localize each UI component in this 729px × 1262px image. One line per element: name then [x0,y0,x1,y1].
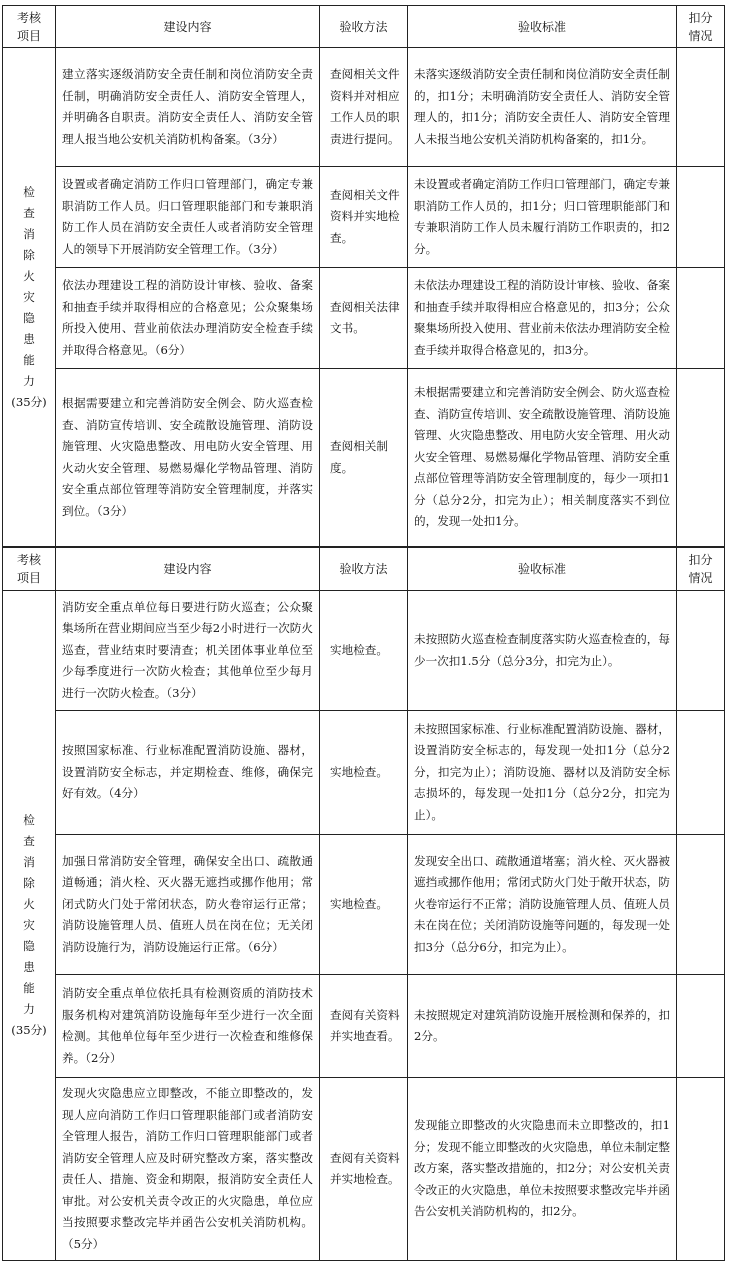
assessment-table-2 [2,547,725,1261]
content-cell: 根据需要建立和完善消防安全例会、防火巡查检查、消防宣传培训、安全疏散设施管理、消防设施管理、火灾隐患整改、用电防火安全管理、用火动火安全管理、易燃易爆化学物品管理、消防安全重点部位管理等消防安全管理制度，并落实到位。（3分） [56,369,320,547]
category-cell [3,48,56,547]
deduction-cell [677,48,725,167]
deduction-cell [677,591,725,711]
header-method: 验收方法 [320,548,408,591]
content-cell: 设置或者确定消防工作归口管理部门，确定专兼职消防工作人员。归口管理职能部门和专兼职消防工作人员在消防安全责任人或者消防安全管理人的领导下开展消防安全管理工作。（3分） [56,167,320,268]
method-cell: 查阅有关资料并实地检查。 [320,1078,408,1261]
header-method: 验收方法 [320,6,408,48]
table-row [3,48,725,167]
table-row [3,369,725,547]
deduction-cell [677,835,725,975]
standard-cell: 未依法办理建设工程的消防设计审核、验收、备案和抽查手续并取得相应合格意见的，扣3分；公众聚集场所投入使用、营业前未依法办理消防安全检查手续并取得合格意见的，扣3分。 [408,268,677,369]
deduction-cell [677,268,725,369]
standard-cell: 未落实逐级消防安全责任制和岗位消防安全责任制的，扣1分；未明确消防安全责任人、消防安全管理人的，扣1分；消防安全责任人、消防安全管理人未报当地公安机关消防机构备案的，扣1分。 [408,48,677,167]
standard-cell: 未按照规定对建筑消防设施开展检测和保养的，扣2分。 [408,975,677,1078]
method-cell: 实地检查。 [320,835,408,975]
method-cell: 查阅有关资料并实地查看。 [320,975,408,1078]
header-content: 建设内容 [56,6,320,48]
deduction-cell [677,167,725,268]
content-cell: 加强日常消防安全管理，确保安全出口、疏散通道畅通；消火栓、灭火器无遮挡或挪作他用；常闭式防火门处于常闭状态，防火卷帘运行正常；消防设施管理人员、值班人员在岗在位；无关闭消防设施行为，消防设施运行正常。（6分） [56,835,320,975]
header-project: 考核项目 [3,548,56,591]
category-score: (35分) [11,394,47,409]
standard-cell: 未按照国家标准、行业标准配置消防设施、器材，设置消防安全标志的，每发现一处扣1分（总分2分，扣完为止）；消防设施、器材以及消防安全标志损坏的，每发现一处扣1分（总分2分，扣完为止）。 [408,711,677,835]
standard-cell: 发现安全出口、疏散通道堵塞；消火栓、灭火器被遮挡或挪作他用；常闭式防火门处于敞开状态，防火卷帘运行不正常；消防设施管理人员、值班人员未在岗在位；关闭消防设施等问题的，每发现一处扣3分（总分6分，扣完为止）。 [408,835,677,975]
table-row [3,975,725,1078]
standard-cell: 发现能立即整改的火灾隐患而未立即整改的，扣1分；发现不能立即整改的火灾隐患，单位未制定整改方案，落实整改措施的，扣2分；对公安机关责令改正的火灾隐患，单位未按照要求整改完毕并函告公安机关消防机构的，扣2分。 [408,1078,677,1261]
content-cell: 消防安全重点单位每日要进行防火巡查；公众聚集场所在营业期间应当至少每2小时进行一次防火巡查，营业结束时要清查；机关团体事业单位至少每季度进行一次防火检查；其他单位至少每月进行一次防火检查。（3分） [56,591,320,711]
header-project: 考核项目 [3,6,56,48]
deduction-cell [677,1078,725,1261]
method-cell: 查阅相关法律文书。 [320,268,408,369]
category-name: 检查消除火灾隐患能力 [23,813,35,1016]
table-row [3,835,725,975]
deduction-cell [677,975,725,1078]
header-deduction: 扣分情况 [677,6,725,48]
method-cell: 实地检查。 [320,711,408,835]
table-row [3,1078,725,1261]
content-cell: 按照国家标准、行业标准配置消防设施、器材，设置消防安全标志，并定期检查、维修，确保完好有效。（4分） [56,711,320,835]
method-cell: 实地检查。 [320,591,408,711]
table-row [3,167,725,268]
assessment-table-1 [2,5,725,547]
header-standard: 验收标准 [408,548,677,591]
table-header-row [3,548,725,591]
content-cell: 依法办理建设工程的消防设计审核、验收、备案和抽查手续并取得相应的合格意见；公众聚集场所投入使用、营业前依法办理消防安全检查手续并取得合格意见。（6分） [56,268,320,369]
category-cell [3,591,56,1261]
content-cell: 消防安全重点单位依托具有检测资质的消防技术服务机构对建筑消防设施每年至少进行一次全面检测。其他单位每年至少进行一次检查和维修保养。（2分） [56,975,320,1078]
category-score: (35分) [11,1023,47,1037]
standard-cell: 未根据需要建立和完善消防安全例会、防火巡查检查、消防宣传培训、安全疏散设施管理、消防设施管理、火灾隐患整改、用电防火安全管理、用火动火安全管理、易燃易爆化学物品管理、消防安全重点部位管理等消防安全管理制度的，每少一项扣1分（总分2分，扣完为止）；相关制度落实不到位的，发现一处扣1分。 [408,369,677,547]
content-cell: 建立落实逐级消防安全责任制和岗位消防安全责任制，明确消防安全责任人、消防安全管理人，并明确各自职责。消防安全责任人、消防安全管理人报当地公安机关消防机构备案。（3分） [56,48,320,167]
method-cell: 查阅相关文件资料并对相应工作人员的职责进行提问。 [320,48,408,167]
table-row [3,711,725,835]
header-deduction: 扣分情况 [677,548,725,591]
deduction-cell [677,711,725,835]
standard-cell: 未设置或者确定消防工作归口管理部门，确定专兼职消防工作人员的，扣1分；归口管理职能部门和专兼职消防工作人员未履行消防工作职责的，扣2分。 [408,167,677,268]
table-row [3,591,725,711]
category-name: 检查消除火灾隐患能力 [23,184,35,388]
table-row [3,268,725,369]
header-content: 建设内容 [56,548,320,591]
table-header-row [3,6,725,48]
deduction-cell [677,369,725,547]
method-cell: 查阅相关制度。 [320,369,408,547]
header-standard: 验收标准 [408,6,677,48]
method-cell: 查阅相关文件资料并实地检查。 [320,167,408,268]
content-cell: 发现火灾隐患应立即整改，不能立即整改的，发现人应向消防工作归口管理职能部门或者消防安全管理人报告，消防工作归口管理职能部门或者消防安全管理人应及时研究整改方案，落实整改责任人、措施、资金和期限，报消防安全责任人审批。对公安机关责令改正的火灾隐患，单位应当按照要求整改完毕并函告公安机关消防机构。（5分） [56,1078,320,1261]
standard-cell: 未按照防火巡查检查制度落实防火巡查检查的，每少一次扣1.5分（总分3分，扣完为止）。 [408,591,677,711]
